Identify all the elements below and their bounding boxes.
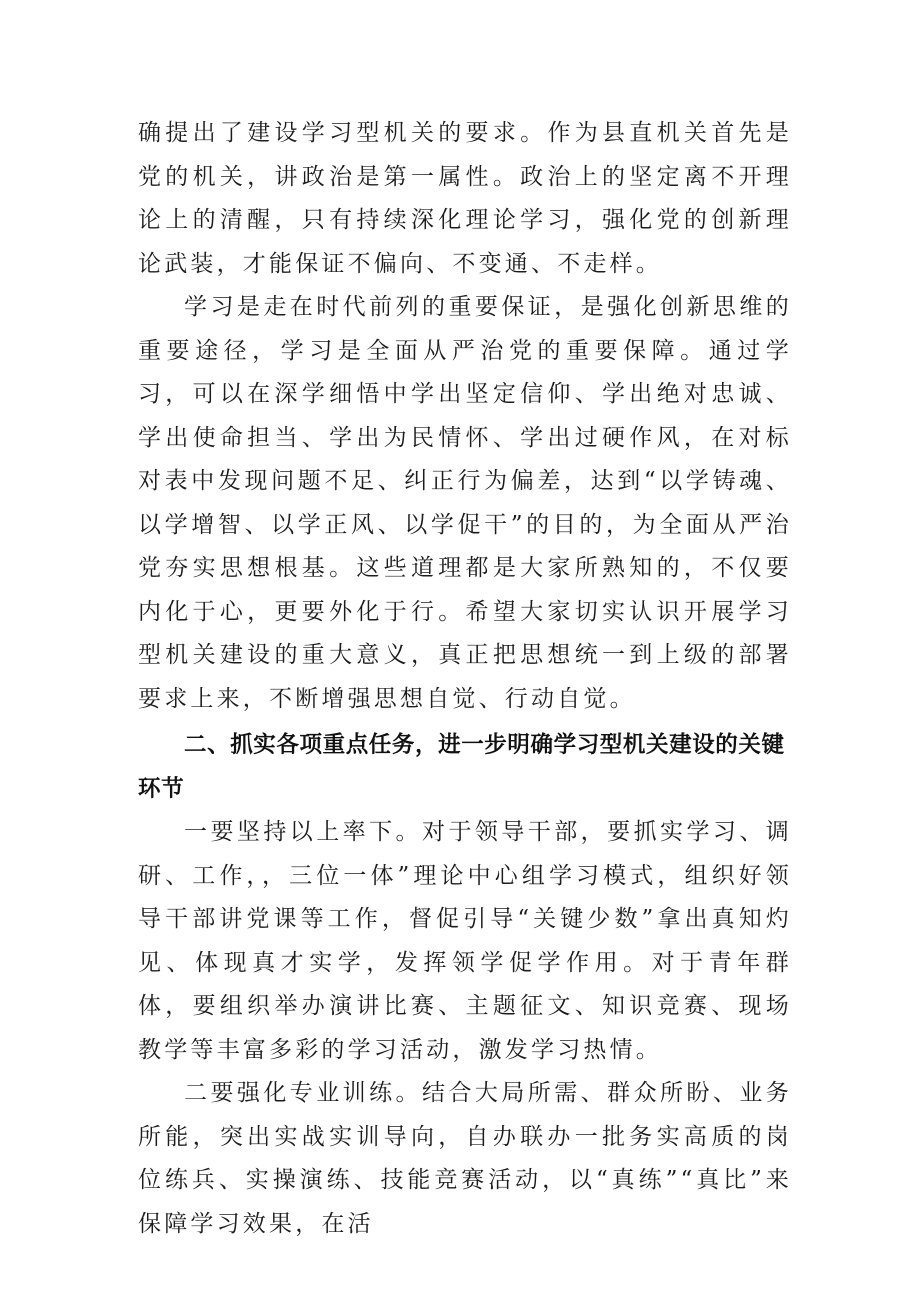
body-paragraph-1: 确提出了建设学习型机关的要求。作为县直机关首先是党的机关，讲政治是第一属性。政治上的坚定离不开理论上的清醒，只有持续深化理论学习，强化党的创新理论武装，才能保证不偏向、不变通、不走样。 (138, 120, 792, 277)
body-paragraph-2: 学习是走在时代前列的重要保证，是强化创新思维的重要途径，学习是全面从严治党的重要保障。通过学习，可以在深学细悟中学出坚定信仰、学出绝对忠诚、学出使命担当、学出为民情怀、学出过硬作风，在对标对表中发现问题不足、纠正行为偏差，达到“以学铸魂、以学增智、以学正风、以学促干”的目的，为全面从严治党夯实思想根基。这些道理都是大家所熟知的，不仅要内化于心，更要外化于行。希望大家切实认识开展学习型机关建设的重大意义，真正把思想统一到上级的部署要求上来，不断增强思想自觉、行动自觉。 (138, 294, 792, 712)
body-paragraph-3: 一要坚持以上率下。对于领导干部，要抓实学习、调研、工作，，三位一体”理论中心组学习模式，组织好领导干部讲党课等工作，督促引导“关键少数”拿出真知灼见、体现真才实学，发挥领学促学作用。对于青年群体，要组织举办演讲比赛、主题征文、知识竞赛、现场教学等丰富多彩的学习活动，激发学习热情。 (138, 819, 792, 1063)
document-body (138, 112, 792, 1246)
body-paragraph-4: 二要强化专业训练。结合大局所需、群众所盼、业务所能，突出实战实训导向，自办联办一批务实高质的岗位练兵、实操演练、技能竞赛活动，以“真练”“真比”来保障学习效果，在活 (138, 1080, 792, 1237)
section-heading: 二、抓实各项重点任务，进一步明确学习型机关建设的关键环节 (138, 732, 785, 802)
